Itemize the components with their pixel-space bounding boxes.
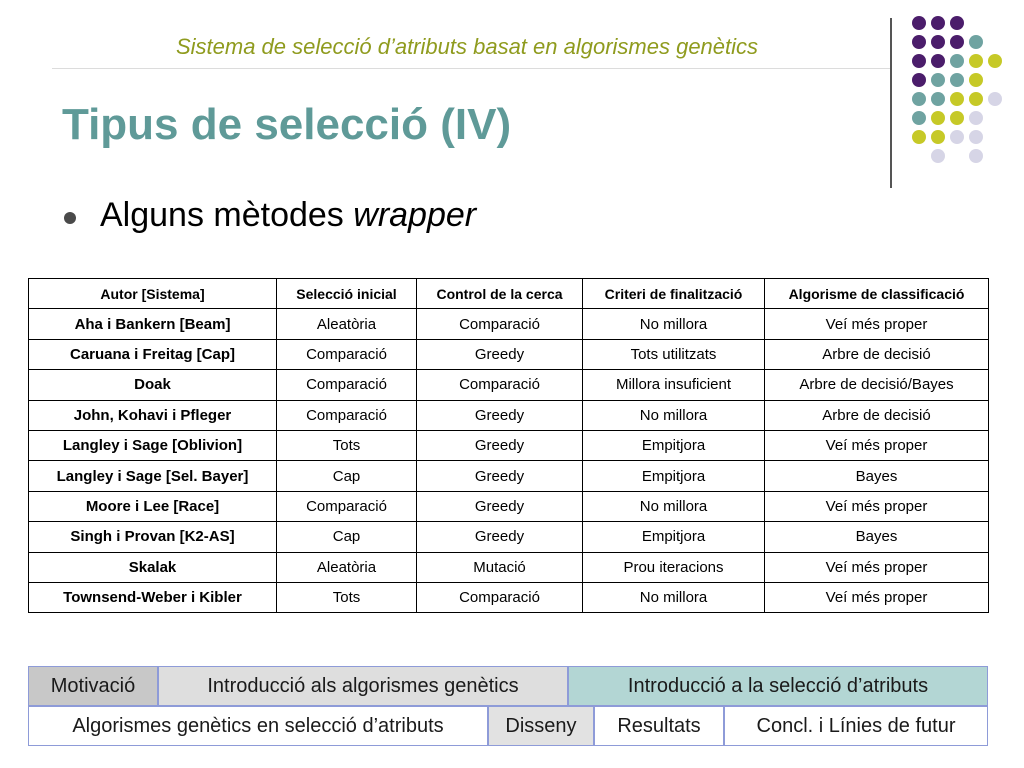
nav-row-primary — [28, 666, 988, 706]
table-cell: Greedy — [417, 339, 583, 369]
decorative-dot — [931, 149, 945, 163]
table-cell: Arbre de decisió — [765, 339, 989, 369]
decorative-dot — [950, 111, 964, 125]
table-row — [29, 491, 989, 521]
author-cell: Caruana i Freitag [Cap] — [29, 339, 277, 369]
decorative-dot — [912, 73, 926, 87]
table-cell: No millora — [583, 400, 765, 430]
table-cell: Veí més proper — [765, 582, 989, 612]
author-cell: Aha i Bankern [Beam] — [29, 309, 277, 339]
table-cell: Bayes — [765, 522, 989, 552]
decorative-dot — [912, 92, 926, 106]
decorative-dot — [969, 92, 983, 106]
table-cell: Comparació — [277, 339, 417, 369]
table-header-row — [29, 279, 989, 309]
bullet-text: Alguns mètodes — [100, 196, 354, 234]
table-cell: Veí més proper — [765, 491, 989, 521]
decorative-dot — [988, 54, 1002, 68]
table-row — [29, 582, 989, 612]
author-cell: Moore i Lee [Race] — [29, 491, 277, 521]
nav-link-introduccio-als-algorismes-genetics[interactable]: Introducció als algorismes genètics — [158, 666, 568, 706]
decorative-dot — [988, 92, 1002, 106]
table-header-cell: Control de la cerca — [417, 279, 583, 309]
table-cell: Comparació — [277, 491, 417, 521]
decorative-dot — [969, 73, 983, 87]
decorative-dot — [912, 111, 926, 125]
nav-link-motivacio[interactable]: Motivació — [28, 666, 158, 706]
table-cell: Comparació — [417, 370, 583, 400]
subtitle: Sistema de selecció d’atributs basat en algorismes genètics — [175, 34, 759, 59]
decorative-dot — [950, 130, 964, 144]
table-cell: Empitjora — [583, 461, 765, 491]
table-header-cell: Autor [Sistema] — [29, 279, 277, 309]
author-cell: Doak — [29, 370, 277, 400]
decorative-dot — [969, 54, 983, 68]
table-cell: Greedy — [417, 522, 583, 552]
table-cell: No millora — [583, 582, 765, 612]
table-cell: Greedy — [417, 430, 583, 460]
methods-table — [28, 278, 989, 613]
table-cell: Greedy — [417, 491, 583, 521]
nav-link-concl-i-linies-de-futur[interactable]: Concl. i Línies de futur — [724, 706, 988, 746]
header-rule — [52, 68, 890, 69]
decorative-dot — [931, 35, 945, 49]
author-cell: Singh i Provan [K2-AS] — [29, 522, 277, 552]
author-cell: John, Kohavi i Pfleger — [29, 400, 277, 430]
table-row — [29, 430, 989, 460]
table-cell: Empitjora — [583, 522, 765, 552]
table-row — [29, 309, 989, 339]
decorative-dot — [931, 16, 945, 30]
decorative-dot — [931, 73, 945, 87]
table-cell: Bayes — [765, 461, 989, 491]
table-cell: Comparació — [417, 582, 583, 612]
decorative-dot — [969, 111, 983, 125]
table-row — [29, 400, 989, 430]
decorative-dot — [912, 54, 926, 68]
decorative-dot — [969, 35, 983, 49]
decorative-dot — [931, 111, 945, 125]
table-cell: Millora insuficient — [583, 370, 765, 400]
bullet-icon — [64, 212, 76, 224]
table-cell: No millora — [583, 309, 765, 339]
nav-link-introduccio-a-la-seleccio-d-atributs[interactable]: Introducció a la selecció d’atributs — [568, 666, 988, 706]
table-cell: Tots — [277, 430, 417, 460]
decorative-dot — [931, 54, 945, 68]
decorative-vertical-rule — [890, 18, 892, 188]
decorative-dot — [969, 130, 983, 144]
table-cell: Veí més proper — [765, 430, 989, 460]
nav-row-secondary — [28, 706, 988, 746]
table-cell: Empitjora — [583, 430, 765, 460]
table-row — [29, 370, 989, 400]
table-cell: Aleatòria — [277, 309, 417, 339]
table-row — [29, 461, 989, 491]
table-cell: Comparació — [277, 400, 417, 430]
decorative-dot — [931, 130, 945, 144]
table-cell: Arbre de decisió — [765, 400, 989, 430]
table-cell: No millora — [583, 491, 765, 521]
table-cell: Mutació — [417, 552, 583, 582]
decorative-dot — [912, 130, 926, 144]
table-row — [29, 552, 989, 582]
table-row — [29, 339, 989, 369]
table-cell: Prou iteracions — [583, 552, 765, 582]
author-cell: Skalak — [29, 552, 277, 582]
decorative-dot — [950, 16, 964, 30]
decorative-dot — [912, 35, 926, 49]
table-cell: Comparació — [277, 370, 417, 400]
table-cell: Cap — [277, 522, 417, 552]
decorative-dot — [950, 73, 964, 87]
author-cell: Langley i Sage [Sel. Bayer] — [29, 461, 277, 491]
author-cell: Townsend-Weber i Kibler — [29, 582, 277, 612]
table-cell: Greedy — [417, 400, 583, 430]
table-cell: Cap — [277, 461, 417, 491]
table-cell: Greedy — [417, 461, 583, 491]
bullet-item — [100, 196, 476, 235]
decorative-dot — [931, 92, 945, 106]
table-header-cell: Criteri de finalització — [583, 279, 765, 309]
decorative-dot — [950, 35, 964, 49]
table-cell: Veí més proper — [765, 552, 989, 582]
table-cell: Arbre de decisió/Bayes — [765, 370, 989, 400]
decorative-dot — [950, 54, 964, 68]
decorative-dot — [969, 149, 983, 163]
decorative-dot — [912, 16, 926, 30]
author-cell: Langley i Sage [Oblivion] — [29, 430, 277, 460]
nav-link-disseny[interactable]: Disseny — [488, 706, 594, 746]
table-cell: Tots — [277, 582, 417, 612]
table-cell: Aleatòria — [277, 552, 417, 582]
table-header-cell: Selecció inicial — [277, 279, 417, 309]
bullet-emphasis: wrapper — [353, 196, 477, 234]
table-cell: Veí més proper — [765, 309, 989, 339]
table-cell: Comparació — [417, 309, 583, 339]
table-row — [29, 522, 989, 552]
table-cell: Tots utilitzats — [583, 339, 765, 369]
decorative-dot — [950, 92, 964, 106]
nav-link-algorismes-genetics-en-seleccio-d-atributs[interactable]: Algorismes genètics en selecció d’atributs — [28, 706, 488, 746]
nav-link-resultats[interactable]: Resultats — [594, 706, 724, 746]
table-header-cell: Algorisme de classificació — [765, 279, 989, 309]
page-title: Tipus de selecció (IV) — [62, 100, 512, 149]
